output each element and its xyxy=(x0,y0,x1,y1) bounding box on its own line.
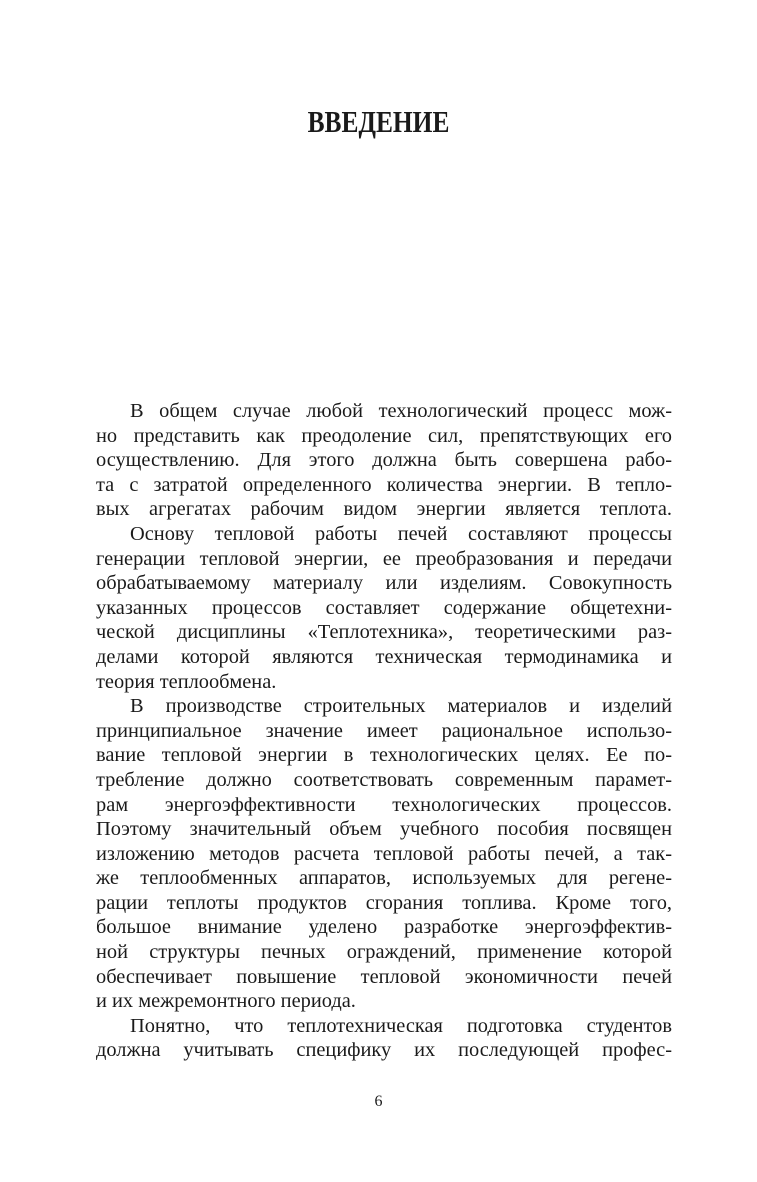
text-line: же теплообменных аппаратов, используемых для регене- xyxy=(96,867,672,890)
text-line: В производстве строительных материалов и изделий xyxy=(130,695,672,718)
text-line: осуществлению. Для этого должна быть совершена рабо- xyxy=(96,449,672,472)
text-line: делами которой являются техническая термодинамика и xyxy=(96,645,672,668)
chapter-title: ВВЕДЕНИЕ xyxy=(307,104,450,139)
page-number: 6 xyxy=(374,1093,383,1110)
text-line: теория теплообмена. xyxy=(96,670,277,693)
text-line: ческой дисциплины «Теплотехника», теоретическими раз- xyxy=(96,621,672,644)
text-line: обрабатываемому материалу или изделиям. Совокупность xyxy=(96,572,672,595)
text-line: и их межремонтного периода. xyxy=(96,990,356,1013)
text-line: требление должно соответствовать современным парамет- xyxy=(96,768,672,791)
text-line: В общем случае любой технологический процесс мож- xyxy=(130,400,672,422)
text-line: изложению методов расчета тепловой работы печей, а так- xyxy=(96,842,672,865)
paragraph xyxy=(96,694,672,1014)
paragraph xyxy=(96,399,672,522)
text-line: но представить как преодоление сил, препятствующих его xyxy=(96,424,672,447)
text-line: генерации тепловой энергии, ее преобразования и передачи xyxy=(96,547,672,570)
text-line: обеспечивает повышение тепловой экономичности печей xyxy=(96,965,672,988)
text-line: Поэтому значительный объем учебного пособия посвящен xyxy=(96,818,672,841)
text-line: та с затратой определенного количества энергии. В тепло- xyxy=(96,473,672,496)
text-line: ной структуры печных ограждений, применение которой xyxy=(96,941,672,964)
paragraph xyxy=(96,522,672,694)
text-line: должна учитывать специфику их последующей профес- xyxy=(96,1039,672,1062)
text-line: рации теплоты продуктов сгорания топлива. Кроме того, xyxy=(96,891,672,914)
text-line: вание тепловой энергии в технологических целях. Ее по- xyxy=(96,744,672,767)
body-text xyxy=(96,399,672,1063)
text-line: Понятно, что теплотехническая подготовка студентов xyxy=(130,1014,672,1037)
paragraph xyxy=(96,1014,672,1063)
text-line: большое внимание уделено разработке энергоэффектив- xyxy=(96,916,672,939)
text-line: указанных процессов составляет содержание общетехни- xyxy=(96,596,672,619)
text-line: принципиальное значение имеет рациональное использо- xyxy=(96,719,672,742)
text-line: вых агрегатах рабочим видом энергии является теплота. xyxy=(96,498,672,521)
text-line: Основу тепловой работы печей составляют процессы xyxy=(130,522,672,545)
text-line: рам энергоэффективности технологических процессов. xyxy=(96,793,672,816)
